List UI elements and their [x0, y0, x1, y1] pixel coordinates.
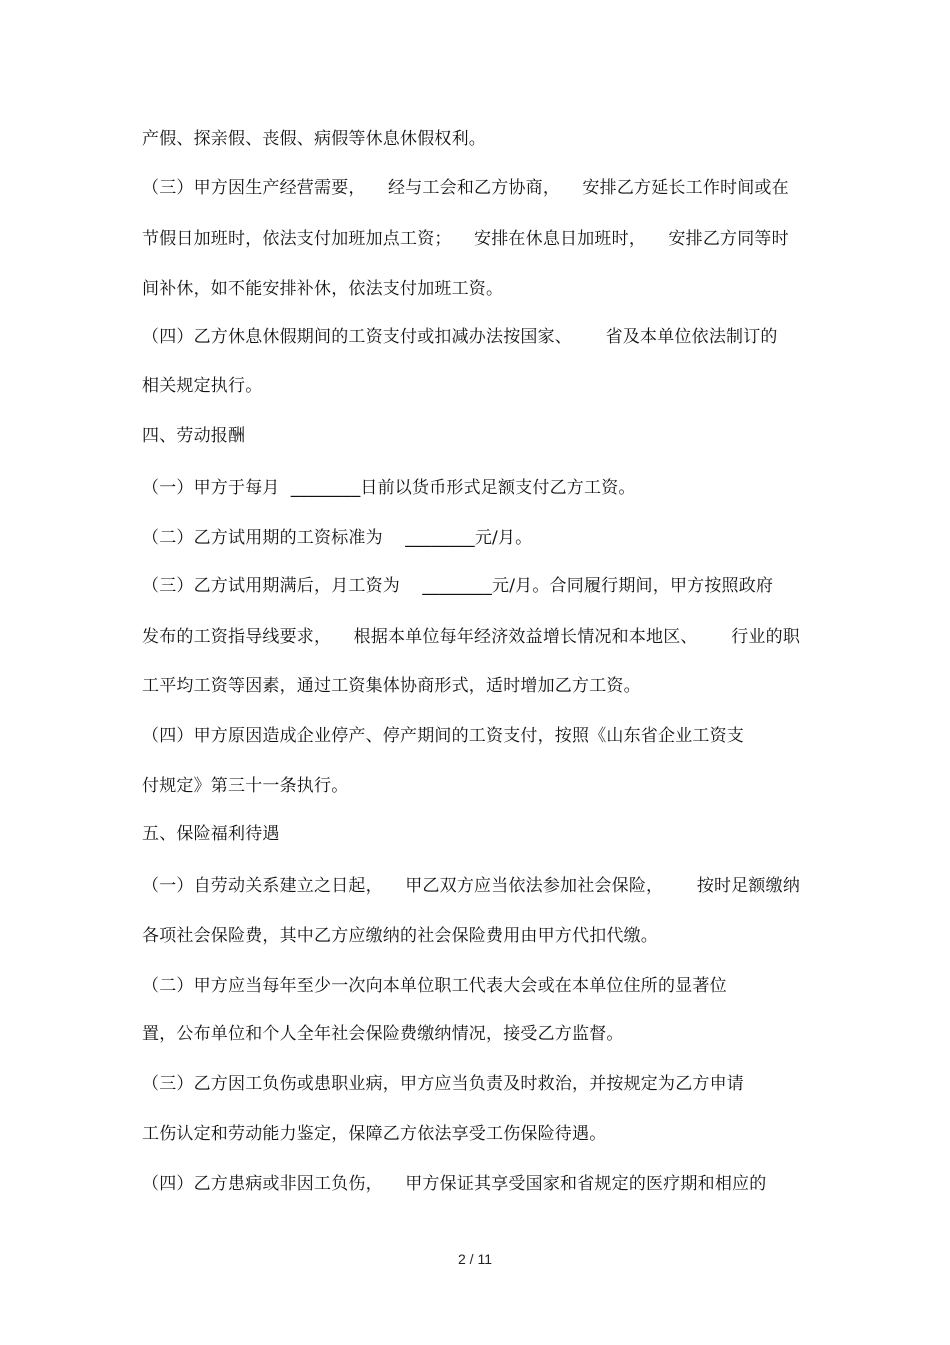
- text-line: （四）甲方原因造成企业停产、停产期间的工资支付，按照《山东省企业工资支: [142, 726, 744, 746]
- page-number: 2 / 11: [458, 1251, 492, 1267]
- text-line: （三）甲方因生产经营需要， 经与工会和乙方协商， 安排乙方延长工作时间或在: [142, 178, 789, 198]
- text-line: （二）甲方应当每年至少一次向本单位职工代表大会或在本单位住所的显著位: [142, 976, 727, 996]
- text-line: 发布的工资指导线要求， 根据本单位每年经济效益增长情况和本地区、 行业的职: [142, 627, 801, 647]
- text-line: 间补休，如不能安排补休，依法支付加班工资。: [142, 279, 504, 299]
- text-line: 付规定》第三十一条执行。: [142, 776, 349, 796]
- text-line: （二）乙方试用期的工资标准为 ________元/月。: [142, 528, 533, 548]
- text-line: 置，公布单位和个人全年社会保险费缴纳情况，接受乙方监督。: [142, 1024, 624, 1044]
- text-line: （一）自劳动关系建立之日起， 甲乙双方应当依法参加社会保险， 按时足额缴纳: [142, 876, 801, 896]
- text-line: （四）乙方休息休假期间的工资支付或扣减办法按国家、 省及本单位依法制订的: [142, 327, 778, 347]
- text-line: 相关规定执行。: [142, 376, 263, 396]
- text-line: 工平均工资等因素，通过工资集体协商形式，适时增加乙方工资。: [142, 676, 641, 696]
- text-line: 产假、探亲假、丧假、病假等休息休假权利。: [142, 129, 486, 149]
- text-line: （一）甲方于每月 ________日前以货币形式足额支付乙方工资。: [142, 478, 636, 498]
- text-line: 各项社会保险费，其中乙方应缴纳的社会保险费用由甲方代扣代缴。: [142, 926, 658, 946]
- text-line: （四）乙方患病或非因工负伤， 甲方保证其享受国家和省规定的医疗期和相应的: [142, 1174, 767, 1194]
- text-line: （三）乙方因工负伤或患职业病，甲方应当负责及时救治，并按规定为乙方申请: [142, 1074, 744, 1094]
- text-line: 工伤认定和劳动能力鉴定，保障乙方依法享受工伤保险待遇。: [142, 1124, 607, 1144]
- text-line: （三）乙方试用期满后，月工资为 ________元/月。合同履行期间，甲方按照政府: [142, 576, 774, 596]
- section-heading: 四、劳动报酬: [142, 426, 246, 446]
- section-heading: 五、保险福利待遇: [142, 824, 280, 844]
- text-line: 节假日加班时，依法支付加班加点工资； 安排在休息日加班时， 安排乙方同等时: [142, 229, 789, 249]
